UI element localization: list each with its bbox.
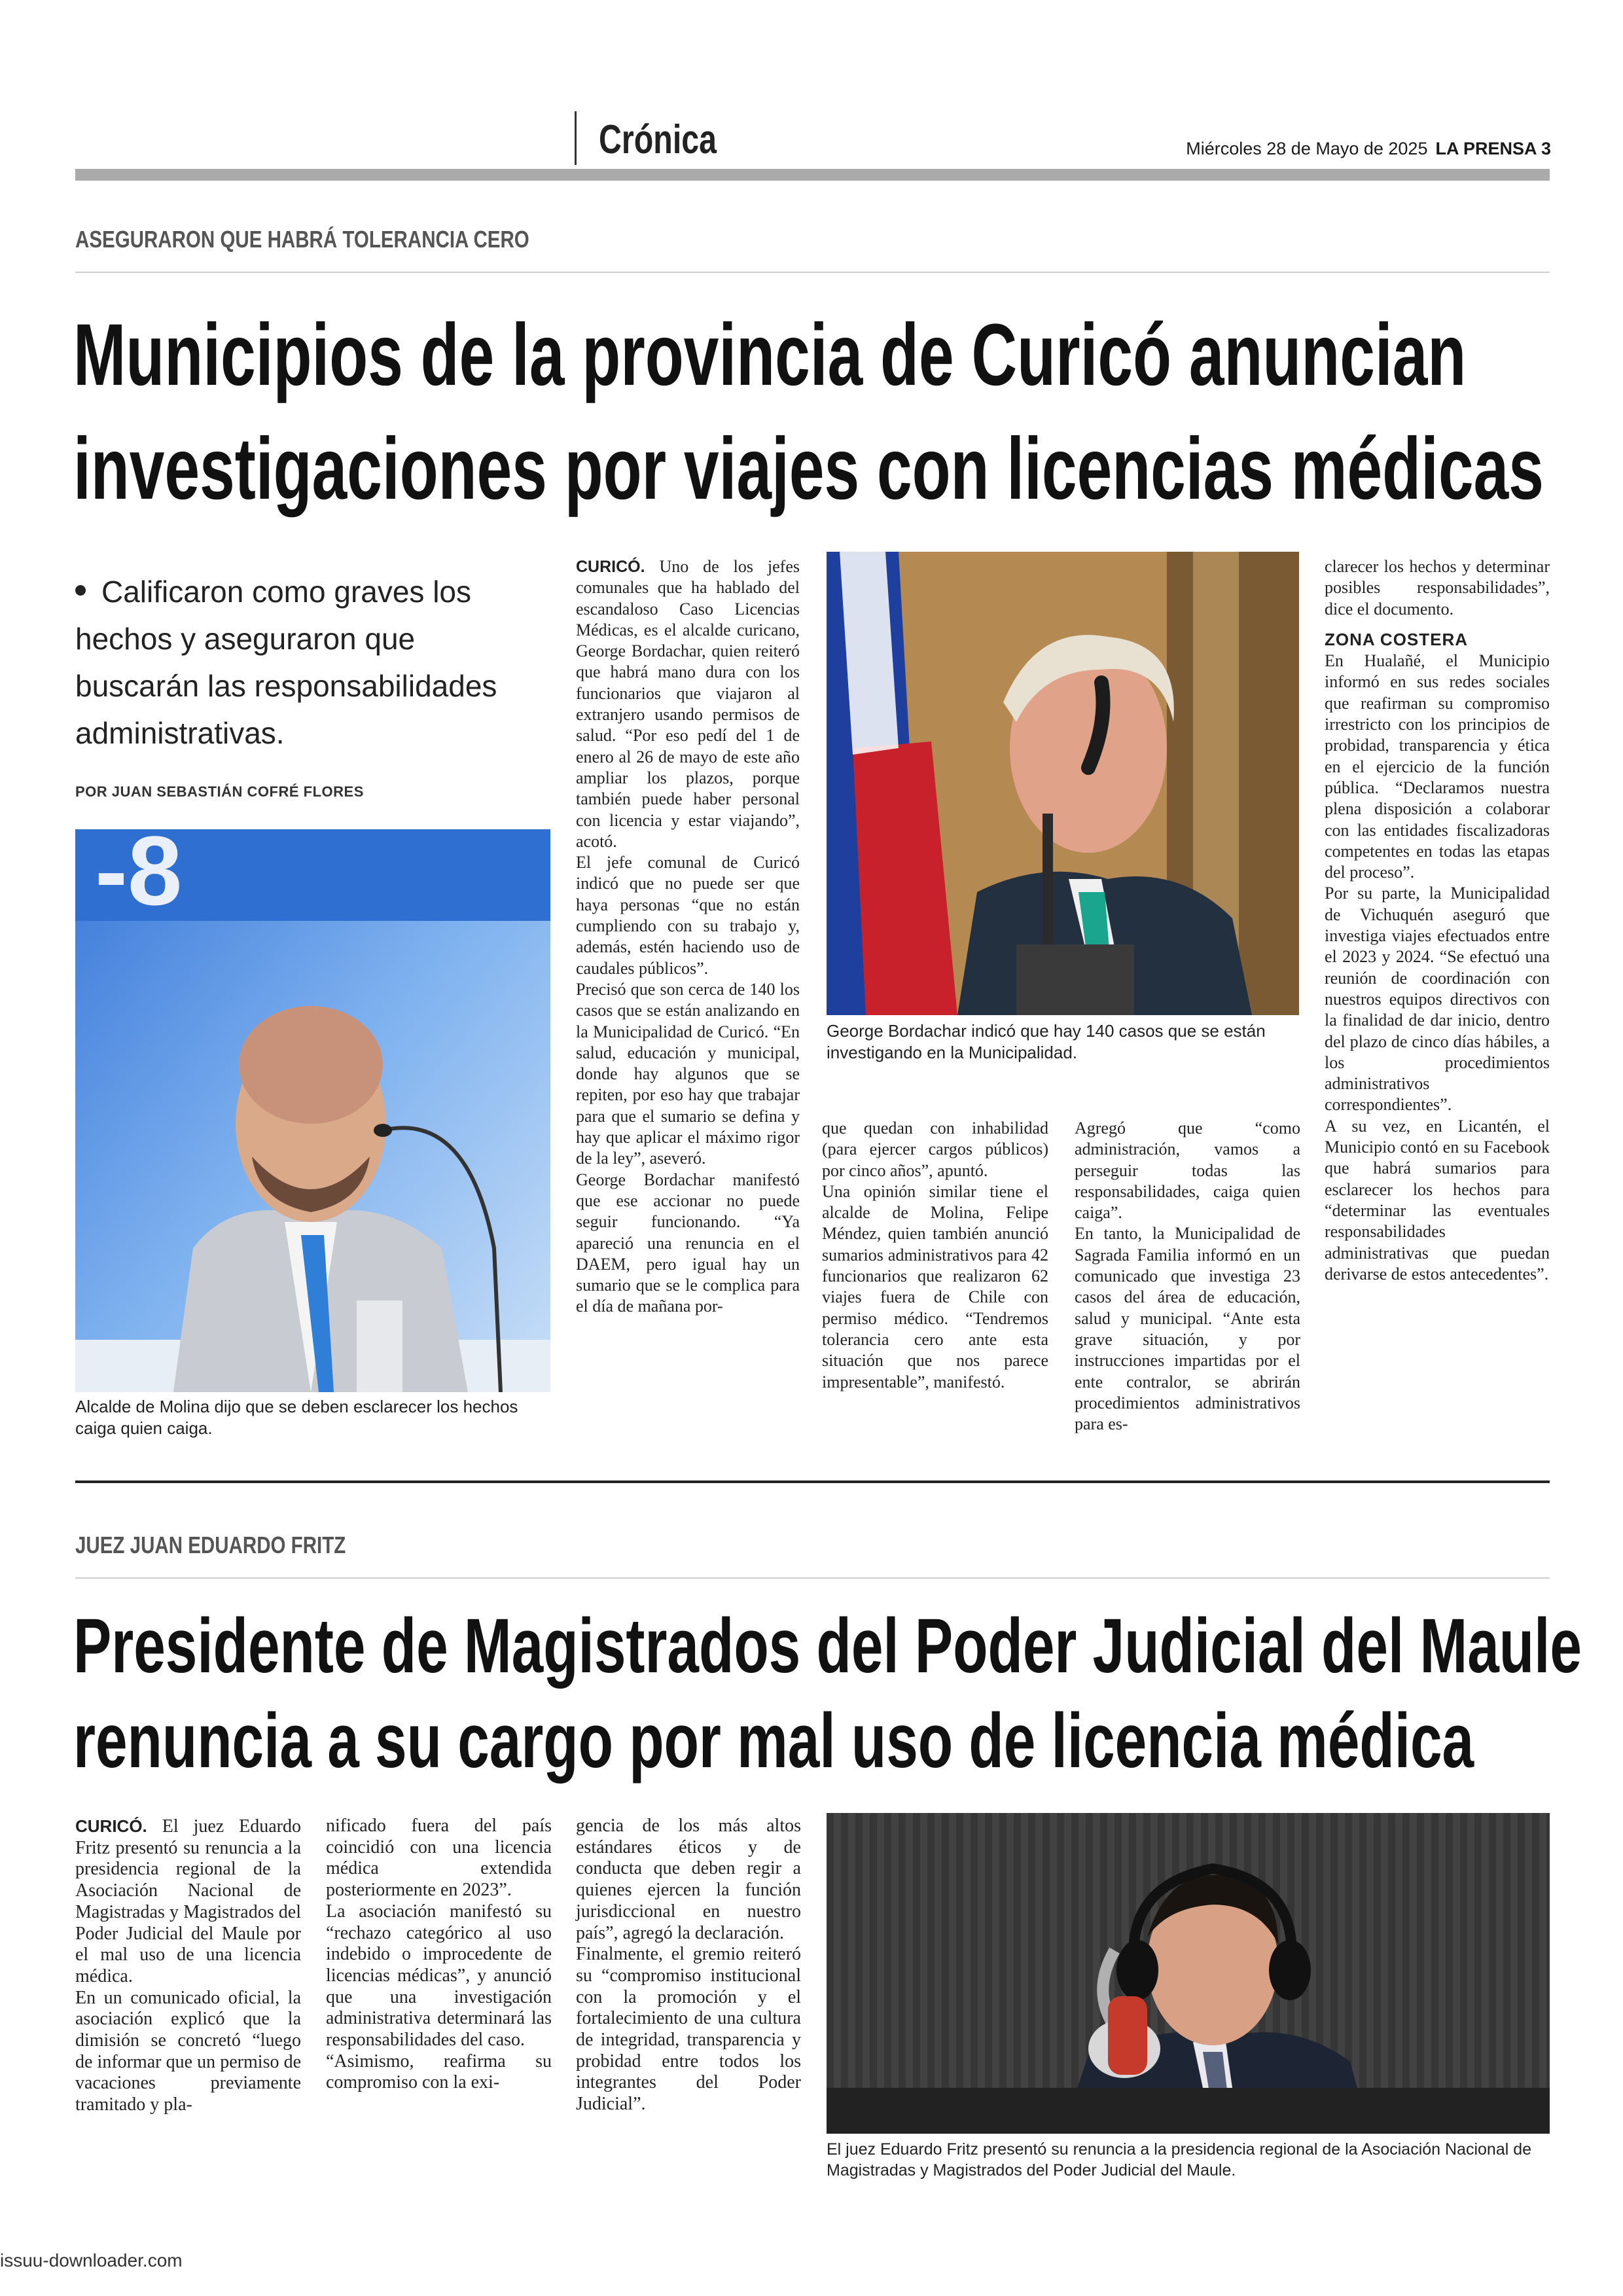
paragraph: Finalmente, el gremio reiteró su “compromiso institucional con la promoción y el fortalecimiento de una cultura de integridad, transparencia y probidad entre todos los integrantes del Poder Judicial”. bbox=[576, 1944, 801, 2115]
story1-headline-line1: Municipios de la provincia de Curicó anuncian bbox=[73, 306, 1467, 404]
paragraph: que quedan con inhabilidad (para ejercer cargos públicos) por cinco años”, apuntó. bbox=[822, 1119, 1048, 1180]
photo3-caption: El juez Eduardo Fritz presentó su renuncia a la presidencia regional de la Asociación Nacional de Magistradas y Magistrados del Poder Judicial del Maule. bbox=[827, 2140, 1532, 2179]
watermark: issuu-downloader.com bbox=[0, 2250, 183, 2270]
paragraph: El juez Eduardo Fritz presentó su renuncia a la presidencia regional de la Asociación Nacional de Magistradas y Magistrados del Poder Judicial del Maule por el mal uso de una licencia médica. bbox=[75, 1816, 302, 1986]
paragraph: George Bordachar manifestó que ese accionar no puede seguir funcionando. “Ya apareció una renuncia en el DAEM, pero igual hay un sumario que se le complica para el día de mañana por- bbox=[576, 1170, 800, 1316]
story2-column-3 bbox=[576, 1816, 801, 2115]
kicker-rule bbox=[75, 272, 1550, 273]
issue-date: Miércoles 28 de Mayo de 2025 bbox=[1186, 139, 1428, 158]
story1-column-4 bbox=[1325, 556, 1550, 1285]
header-divider bbox=[575, 111, 577, 165]
story2-column-2 bbox=[326, 1816, 552, 2094]
story2-headline-line2: renuncia a su cargo por mal uso de licencia médica bbox=[73, 1698, 1474, 1784]
byline: POR JUAN SEBASTIÁN COFRÉ FLORES bbox=[75, 783, 364, 800]
paragraph: nificado fuera del país coincidió con una licencia médica extendida posteriormente en 2023”. bbox=[326, 1816, 552, 1901]
story2-headline-line1: Presidente de Magistrados del Poder Judicial del Maule bbox=[73, 1603, 1582, 1689]
photo2-caption: George Bordachar indicó que hay 140 casos que se están investigando en la Municipalidad. bbox=[827, 1021, 1266, 1062]
page-dateline bbox=[1186, 139, 1551, 159]
paragraph: A su vez, en Licantén, el Municipio contó en su Facebook que habrá sumarios para esclarecer los hechos para “determinar las eventuales responsabilidades administrativas que puedan derivarse de estos antecedentes”. bbox=[1325, 1116, 1550, 1283]
paragraph: gencia de los más altos estándares éticos y de conducta que deben regir a quienes ejercen la función jurisdiccional en nuestro país”, agregó la declaración. bbox=[576, 1816, 801, 1943]
molina-mayor-image bbox=[75, 829, 550, 1392]
header-rule bbox=[75, 169, 1550, 181]
photo1-caption: Alcalde de Molina dijo que se deben esclarecer los hechos caiga quien caiga. bbox=[75, 1397, 518, 1438]
paragraph: “Asimismo, reafirma su compromiso con la exi- bbox=[326, 2051, 552, 2093]
paragraph: Por su parte, la Municipalidad de Vichuquén aseguró que investiga viajes efectuados entre el 2023 y 2024. “Se efectuó una reunión de coordinación con nuestros equipos directivos con la finalidad de dar inicio, dentro del plazo de cinco días hábiles, a los procedimientos administrativos correspondientes”. bbox=[1325, 884, 1550, 1115]
story1-headline-line2: investigaciones por viajes con licencias médicas bbox=[73, 420, 1544, 518]
paragraph: En Hualañé, el Municipio informó en sus redes sociales que reafirman su compromiso irrestricto con los principios de probidad, transparencia y ética en el ejercicio de la función pública. “Declaramos nuestra plena disposición a colaborar con las entidades fiscalizadoras competentes en todas las etapas del proceso”. bbox=[1325, 651, 1550, 882]
paragraph: Agregó que “como administración, vamos a perseguir todas las responsabilidades, caiga quien caiga”. bbox=[1075, 1119, 1300, 1223]
story1-column-2 bbox=[822, 1118, 1048, 1393]
paragraph: Precisó que son cerca de 140 los casos que se están analizando en la Municipalidad de Curicó. “En salud, educación y municipal, donde hay algunos que se repiten, por eso hay que trabajar para que el sumario se defina y hay que aplicar el máximo rigor de la ley”, aseveró. bbox=[576, 979, 800, 1168]
deck-text: Calificaron como graves los hechos y aseguraron que buscarán las responsabilidades administrativas. bbox=[75, 575, 497, 750]
bordachar-image bbox=[827, 552, 1299, 1015]
photo-judge-fritz bbox=[827, 1813, 1550, 2134]
paragraph: Una opinión similar tiene el alcalde de Molina, Felipe Méndez, quien también anunció sumarios administrativos para 42 funcionarios que realizaron 62 viajes fuera de Chile con permiso médico. “Tendremos tolerancia cero ante esta situación que nos parece impresentable”, manifestó. bbox=[822, 1181, 1048, 1391]
paragraph: clarecer los hechos y determinar posibles responsabilidades”, dice el documento. bbox=[1325, 557, 1550, 619]
bullet-icon bbox=[75, 585, 86, 596]
paragraph: En tanto, la Municipalidad de Sagrada Familia informó en un comunicado que investiga 23 casos del área de educación, salud y municipal. “Ante esta grave situación, y por instrucciones impartidas por el ente contralor, se abrirán procedimientos administrativos para es- bbox=[1075, 1224, 1300, 1434]
kicker-rule bbox=[75, 1577, 1550, 1579]
paragraph: La asociación manifestó su “rechazo categórico al uso indebido o improcedente de licencias médicas”, y anunció que una investigación administrativa determinará las responsabilidades del caso. bbox=[326, 1901, 552, 2051]
judge-fritz-image bbox=[827, 1813, 1550, 2134]
paper-name: LA PRENSA 3 bbox=[1435, 139, 1551, 158]
svg-text:-8: -8 bbox=[95, 829, 183, 925]
section-title: Crónica bbox=[599, 117, 717, 162]
story1-column-3 bbox=[1075, 1118, 1300, 1435]
dateline: CURICÓ. bbox=[576, 558, 645, 576]
story1-kicker: ASEGURARON QUE HABRÁ TOLERANCIA CERO bbox=[75, 226, 529, 253]
photo-molina-mayor bbox=[75, 829, 550, 1392]
paragraph: Uno de los jefes comunales que ha hablado del escandaloso Caso Licencias Médicas, es el alcalde curicano, George Bordachar, quien reiteró que habrá mano dura con los funcionarios que viajaron al extranjero usando permisos de salud. “Por eso pedí del 1 de enero al 26 de mayo de este año ampliar los plazos, porque también puede haber personal con licencia y estar viajando”, acotó. bbox=[576, 557, 800, 851]
story1-deck bbox=[75, 568, 501, 757]
dateline: CURICÓ. bbox=[75, 1816, 147, 1836]
story1-column-1 bbox=[576, 556, 800, 1318]
subhead-zona-costera: ZONA COSTERA bbox=[1325, 629, 1469, 649]
paragraph: En un comunicado oficial, la asociación explicó que la dimisión se concretó “luego de informar que un permiso de vacaciones previamente tramitado y pla- bbox=[75, 1987, 301, 2115]
photo-bordachar bbox=[827, 552, 1299, 1015]
story2-kicker: JUEZ JUAN EDUARDO FRITZ bbox=[75, 1532, 346, 1558]
story-divider bbox=[75, 1480, 1550, 1483]
paragraph: El jefe comunal de Curicó indicó que no puede ser que haya personas “que no están cumpliendo con su trabajo y, además, estén haciendo uso de caudales públicos”. bbox=[576, 853, 800, 978]
story2-column-1 bbox=[75, 1816, 301, 2116]
